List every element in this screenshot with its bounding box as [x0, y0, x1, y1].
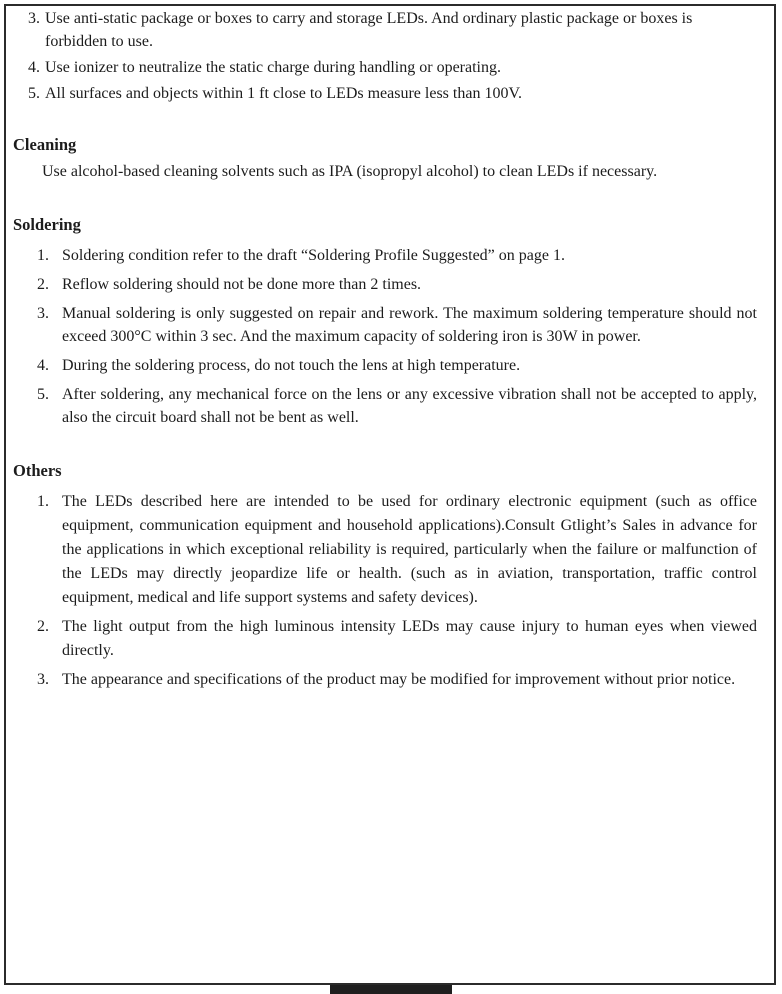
- soldering-list: [13, 244, 769, 429]
- list-item-text: After soldering, any mechanical force on the lens or any excessive vibration shall not be accepted to apply, also the circuit board shall not be bent as well.: [62, 386, 757, 426]
- list-item-number: 2.: [37, 276, 49, 293]
- list-item: [13, 668, 769, 692]
- list-item-number: 3.: [37, 671, 49, 688]
- list-item-text: Use anti-static package or boxes to carry and storage LEDs. And ordinary plastic package or boxes is forbidden to use.: [45, 10, 693, 50]
- list-item: [13, 490, 769, 610]
- list-item-number: 1.: [37, 493, 49, 510]
- list-item-text: The LEDs described here are intended to be used for ordinary electronic equipment (such as office equipment, communication equipment and household applications).Consult Gtlight’s Sales in advance for the applications in which exceptional reliability is required, particularly when the failure or malfunction of the LEDs may directly jeopardize life or health. (such as in aviation, transportation, traffic control equipment, medical and life support systems and safety devices).: [62, 493, 757, 606]
- section-heading-soldering: Soldering: [13, 215, 81, 234]
- list-item: [13, 354, 769, 377]
- list-item: [28, 56, 745, 79]
- list-item: [13, 615, 769, 663]
- cleaning-body-text: Use alcohol-based cleaning solvents such as IPA (isopropyl alcohol) to clean LEDs if necessary.: [42, 163, 658, 180]
- list-item-number: 5.: [28, 85, 40, 102]
- list-item-number: 2.: [37, 618, 49, 635]
- list-item-number: 4.: [28, 59, 40, 76]
- list-item: [13, 302, 769, 348]
- list-item-text: During the soldering process, do not touch the lens at high temperature.: [62, 357, 521, 374]
- section-heading-cleaning: Cleaning: [13, 135, 77, 154]
- list-item: [13, 383, 769, 429]
- footer-bar-mark: [330, 985, 452, 994]
- others-list: [13, 490, 769, 692]
- handling-precautions-list: [28, 7, 745, 105]
- list-item-text: Soldering condition refer to the draft “Soldering Profile Suggested” on page 1.: [62, 247, 565, 264]
- list-item-text: Manual soldering is only suggested on repair and rework. The maximum soldering temperature should not exceed 300°C within 3 sec. And the maximum capacity of soldering iron is 30W in power.: [62, 305, 757, 345]
- list-item-text: The appearance and specifications of the product may be modified for improvement without prior notice.: [62, 671, 736, 688]
- list-item-number: 1.: [37, 247, 49, 264]
- list-item-text: All surfaces and objects within 1 ft close to LEDs measure less than 100V.: [45, 85, 522, 102]
- list-item: [28, 82, 745, 105]
- list-item-number: 3.: [28, 10, 40, 27]
- list-item: [28, 7, 745, 53]
- list-item-text: Use ionizer to neutralize the static charge during handling or operating.: [45, 59, 501, 76]
- list-item: [13, 273, 769, 296]
- section-heading-others: Others: [13, 461, 62, 480]
- list-item-number: 5.: [37, 386, 49, 403]
- list-item-number: 3.: [37, 305, 49, 322]
- list-item-text: The light output from the high luminous intensity LEDs may cause injury to human eyes when viewed directly.: [62, 618, 757, 659]
- list-item-text: Reflow soldering should not be done more than 2 times.: [62, 276, 422, 293]
- list-item-number: 4.: [37, 357, 49, 374]
- document-page: [13, 7, 769, 697]
- list-item: [13, 244, 769, 267]
